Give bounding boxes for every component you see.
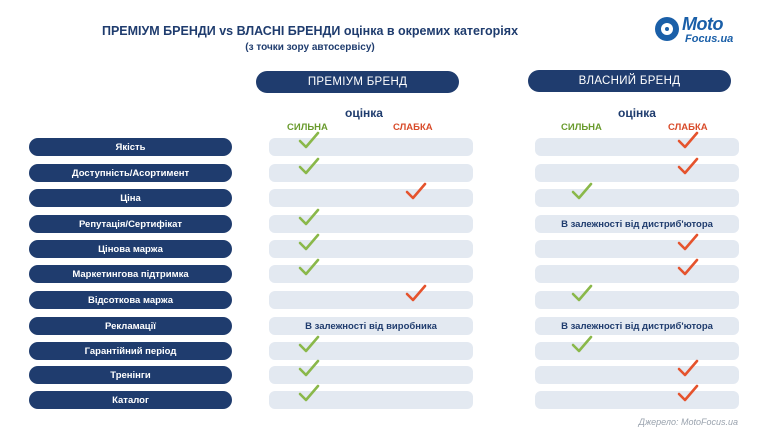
strong-check-icon: [298, 335, 320, 355]
premium-cell: [269, 189, 473, 207]
strong-check-icon: [298, 359, 320, 379]
strong-check-icon: [298, 233, 320, 253]
premium-cell: [269, 291, 473, 309]
weak-check-icon: [405, 182, 427, 202]
row-label: Тренінги: [29, 366, 232, 384]
strong-check-icon: [298, 258, 320, 278]
source-note: Джерело: MotoFocus.ua: [638, 417, 738, 427]
motofocus-logo: Moto Focus.ua: [655, 14, 750, 48]
premium-strong-label: СИЛЬНА: [287, 122, 328, 133]
strong-check-icon: [298, 157, 320, 177]
premium-brand-header: ПРЕМІУМ БРЕНД: [256, 71, 459, 93]
row-label: Рекламації: [29, 317, 232, 335]
logo-icon: [655, 17, 679, 41]
row-label: Репутація/Сертифікат: [29, 215, 232, 233]
own-weak-label: СЛАБКА: [668, 122, 708, 133]
page-subtitle: (з точки зору автосервісу): [245, 42, 375, 53]
weak-check-icon: [677, 384, 699, 404]
own-strong-label: СИЛЬНА: [561, 122, 602, 133]
own-cell-text: В залежності від дистриб'ютора: [561, 320, 713, 332]
own-cell: [535, 164, 739, 182]
premium-weak-label: СЛАБКА: [393, 122, 433, 133]
row-label: Відсоткова маржа: [29, 291, 232, 309]
row-label: Маркетингова підтримка: [29, 265, 232, 283]
row-label: Ціна: [29, 189, 232, 207]
own-cell: [535, 138, 739, 156]
strong-check-icon: [298, 384, 320, 404]
row-label: Доступність/Асортимент: [29, 164, 232, 182]
own-cell: [535, 265, 739, 283]
row-label: Каталог: [29, 391, 232, 409]
row-label: Гарантійний період: [29, 342, 232, 360]
strong-check-icon: [571, 335, 593, 355]
own-cell-text: В залежності від дистриб'ютора: [561, 218, 713, 230]
premium-rating-label: оцінка: [345, 106, 383, 120]
weak-check-icon: [405, 284, 427, 304]
row-label: Якість: [29, 138, 232, 156]
own-cell: [535, 391, 739, 409]
weak-check-icon: [677, 233, 699, 253]
own-cell: [535, 189, 739, 207]
own-cell: [535, 215, 739, 233]
strong-check-icon: [298, 208, 320, 228]
strong-check-icon: [571, 284, 593, 304]
own-brand-header: ВЛАСНИЙ БРЕНД: [528, 70, 731, 92]
own-cell: [535, 342, 739, 360]
own-cell: [535, 240, 739, 258]
premium-cell-text: В залежності від виробника: [305, 320, 437, 332]
strong-check-icon: [298, 131, 320, 151]
own-cell: [535, 366, 739, 384]
strong-check-icon: [571, 182, 593, 202]
row-label: Цінова маржа: [29, 240, 232, 258]
weak-check-icon: [677, 359, 699, 379]
own-cell: [535, 291, 739, 309]
own-cell: [535, 317, 739, 335]
weak-check-icon: [677, 258, 699, 278]
weak-check-icon: [677, 131, 699, 151]
page-title: ПРЕМІУМ БРЕНДИ vs ВЛАСНІ БРЕНДИ оцінка в окремих категоріях: [101, 24, 519, 38]
premium-cell: [269, 317, 473, 335]
own-rating-label: оцінка: [618, 106, 656, 120]
weak-check-icon: [677, 157, 699, 177]
